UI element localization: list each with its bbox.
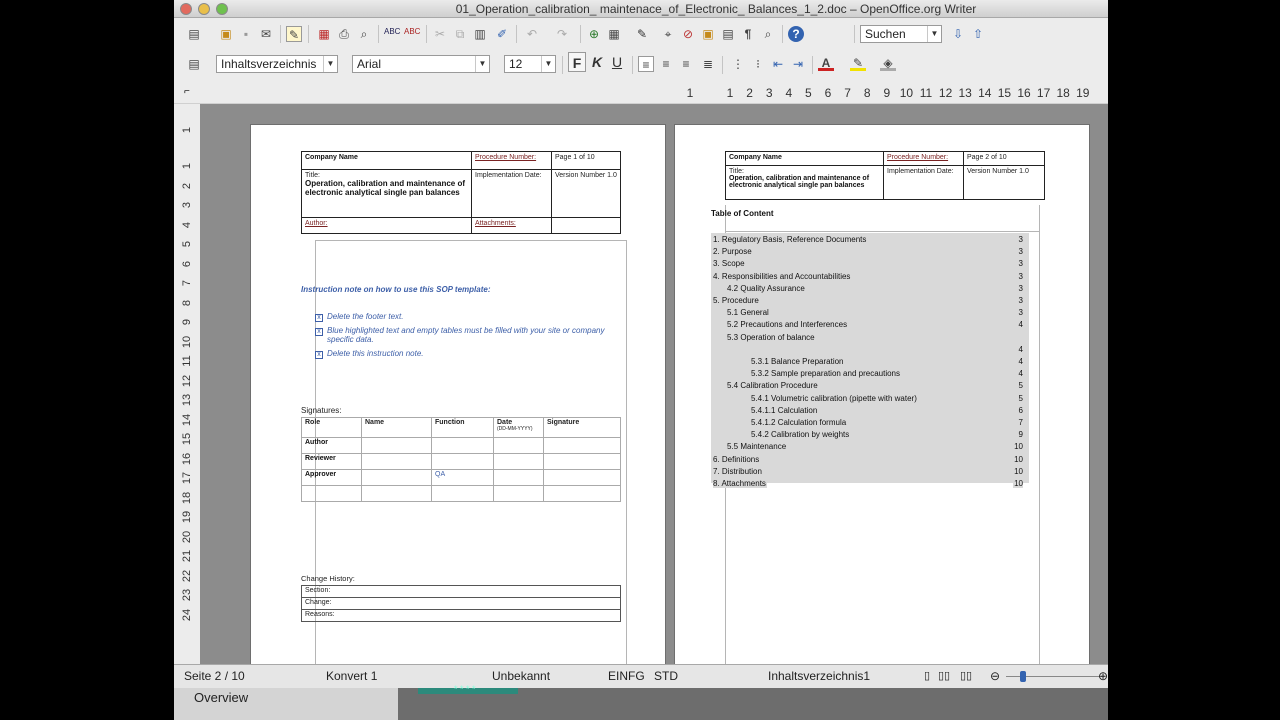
ruler-number: 8 xyxy=(863,86,871,100)
table-of-contents[interactable] xyxy=(711,233,1029,488)
writer-window xyxy=(174,0,1108,688)
cut-icon[interactable]: ✂ xyxy=(434,27,446,41)
ruler-number: 1 xyxy=(686,86,694,100)
header-table xyxy=(301,151,621,234)
chevron-down-icon[interactable]: ▼ xyxy=(927,26,941,42)
background-bar xyxy=(418,684,518,694)
toc-entry-text: 1. Regulatory Basis, Reference Documents xyxy=(713,235,867,244)
font-size-value: 12 xyxy=(509,57,523,71)
paragraph-style-value: Inhaltsverzeichnis xyxy=(221,57,317,71)
signatures-table xyxy=(301,417,621,502)
ruler-number: 3 xyxy=(181,201,193,209)
toc-entry-text: 7. Distribution xyxy=(713,466,762,476)
zoom-window-button[interactable] xyxy=(216,3,228,15)
toc-page-number: 6 xyxy=(1018,405,1023,415)
navigator-icon[interactable]: ⊘ xyxy=(682,27,694,41)
date-format: (DD-MM-YYYY) xyxy=(497,426,533,432)
italic-button[interactable]: K xyxy=(591,54,603,70)
chevron-down-icon[interactable]: ▼ xyxy=(541,56,555,72)
toc-page-number: 4 xyxy=(1018,344,1023,354)
toc-entry-text: 4. Responsibilities and Accountabilities xyxy=(713,271,851,281)
toc-page-number: 3 xyxy=(1018,235,1023,244)
autospellcheck-icon[interactable]: ABC xyxy=(404,27,421,36)
version-number: Version Number 1.0 xyxy=(552,170,621,218)
document-area[interactable] xyxy=(200,104,1108,664)
toc-page-number: 10 xyxy=(1014,442,1023,452)
instruction-heading: Instruction note on how to use this SOP template: xyxy=(301,285,491,294)
toc-entry-text: 5.3.2 Sample preparation and precautions xyxy=(751,369,900,379)
toc-entry[interactable] xyxy=(711,430,1023,439)
background-window xyxy=(174,684,1108,720)
toc-leader xyxy=(713,252,1015,253)
col-header: Date (DD-MM-YYYY) xyxy=(494,418,544,438)
toc-page-number: 9 xyxy=(1018,430,1023,440)
table-row: Reviewer xyxy=(302,454,621,470)
ruler-number: 14 xyxy=(978,86,992,100)
ruler-number: 5 xyxy=(181,240,193,248)
ruler-number: 9 xyxy=(181,318,193,326)
ruler-number: 16 xyxy=(1017,86,1031,100)
font-size-select[interactable] xyxy=(504,55,556,73)
toc-entry[interactable] xyxy=(711,406,1023,415)
font-name-value: Arial xyxy=(357,57,382,71)
ruler-number: 24 xyxy=(181,608,193,621)
doc-title: Operation, calibration and maintenance of electronic analytical single pan balances xyxy=(305,179,466,197)
paragraph-style-status: Inhaltsverzeichnis1 xyxy=(768,669,871,683)
toc-entry-text: 5.5 Maintenance xyxy=(727,442,787,452)
justify-icon[interactable]: ≣ xyxy=(702,57,714,71)
ruler-number: 7 xyxy=(181,279,193,287)
ruler-number: 4 xyxy=(785,86,793,100)
ruler-number: 1 xyxy=(726,86,734,100)
gallery-icon[interactable]: ▣ xyxy=(702,27,714,41)
toc-entry[interactable] xyxy=(711,394,1023,403)
toc-entry[interactable] xyxy=(711,467,1023,476)
ruler-number: 13 xyxy=(958,86,972,100)
ruler-number: 8 xyxy=(181,299,193,306)
toc-page-number: 10 xyxy=(1014,466,1023,476)
table-row: Change: xyxy=(302,598,621,610)
toc-entry-text: 5.3 Operation of balance xyxy=(727,332,815,342)
redo-icon[interactable]: ↷ xyxy=(556,27,568,41)
table-row: Reasons: xyxy=(302,610,621,622)
toc-page-number: 4 xyxy=(1018,369,1023,379)
change-history-table xyxy=(301,585,621,622)
language-indicator[interactable]: Unbekannt xyxy=(492,669,551,683)
spellcheck-icon[interactable]: ABC xyxy=(384,27,401,36)
table-icon[interactable]: ▦ xyxy=(608,27,620,41)
toc-entry[interactable] xyxy=(711,357,1023,366)
edit-file-icon[interactable]: ✎ xyxy=(286,26,302,42)
ruler-number: 21 xyxy=(181,549,193,563)
background-dots: * * * * xyxy=(454,684,476,694)
toc-leader xyxy=(727,313,1015,314)
multi-page-view-icon[interactable]: ▯▯ xyxy=(938,670,951,682)
single-page-view-icon[interactable]: ▯ xyxy=(924,670,931,682)
bullets-icon[interactable]: ⁝ xyxy=(756,57,760,71)
text-boundary xyxy=(1039,205,1040,664)
author-label: Author: xyxy=(305,220,328,227)
toc-entry[interactable] xyxy=(711,369,1023,378)
search-field[interactable] xyxy=(860,25,942,43)
nonprinting-chars-icon[interactable]: ¶ xyxy=(744,27,752,41)
col-header: Signature xyxy=(544,418,621,438)
toc-entry-text: 5.4.2 Calibration by weights xyxy=(751,430,850,440)
find-down-icon[interactable]: ⇩ xyxy=(952,27,964,41)
ruler-number: 17 xyxy=(181,471,193,485)
ruler-number: 10 xyxy=(899,86,914,100)
ruler-number: 15 xyxy=(181,432,193,446)
minimize-window-button[interactable] xyxy=(198,3,210,15)
table-row: Section: xyxy=(302,586,621,598)
horizontal-ruler[interactable] xyxy=(174,82,1108,104)
col-header: Role xyxy=(302,418,362,438)
align-left-icon[interactable]: ≡ xyxy=(638,56,654,72)
toc-entry-text: 3. Scope xyxy=(713,259,745,269)
toc-entry[interactable] xyxy=(711,442,1023,451)
zoom-slider-thumb[interactable] xyxy=(1020,671,1026,682)
hyperlink-icon[interactable]: ⊕ xyxy=(588,27,600,41)
zoom-in-icon[interactable]: ⊕ xyxy=(1098,669,1108,683)
datasources-icon[interactable]: ▤ xyxy=(722,27,734,41)
ruler-number: 23 xyxy=(181,588,193,602)
align-center-icon[interactable]: ≡ xyxy=(662,57,670,71)
zoom-out-icon[interactable]: ⊖ xyxy=(990,669,1001,683)
help-icon[interactable]: ? xyxy=(788,26,804,42)
change-history-label: Change History: xyxy=(301,574,355,583)
header-table xyxy=(725,151,1045,200)
email-icon[interactable]: ✉ xyxy=(260,27,272,41)
table-row: Author xyxy=(302,438,621,454)
ruler-number: 16 xyxy=(181,452,193,465)
status-bar xyxy=(174,664,1108,688)
chevron-down-icon[interactable]: ▼ xyxy=(323,56,337,72)
toc-entry[interactable] xyxy=(711,296,1023,305)
ruler-number: 3 xyxy=(765,86,773,100)
undo-icon[interactable]: ↶ xyxy=(526,27,538,41)
implementation-date: Implementation Date: xyxy=(472,170,552,218)
paragraph-style-select[interactable] xyxy=(216,55,338,73)
insert-mode[interactable]: EINFG xyxy=(608,669,645,683)
toc-entry-text: 5.4.1.2 Calculation formula xyxy=(751,418,847,427)
company-name: Company Name xyxy=(726,152,884,166)
signatures-label: Signatures: xyxy=(301,406,342,415)
toc-entry[interactable] xyxy=(711,455,1023,464)
toc-entry[interactable] xyxy=(711,308,1023,317)
ruler-number: 19 xyxy=(1076,86,1090,100)
checkbox-icon[interactable]: x xyxy=(315,351,323,359)
toc-entry-text: 5.4.1 Volumetric calibration (pipette with water) xyxy=(751,393,917,403)
toc-entry[interactable] xyxy=(711,418,1023,427)
paste-icon[interactable]: ▥ xyxy=(474,27,486,41)
ruler-number: 11 xyxy=(181,355,193,367)
toc-leader xyxy=(751,350,1015,351)
toc-entry[interactable] xyxy=(711,259,1023,268)
ruler-number: 2 xyxy=(181,182,193,189)
toc-entry-text: 5.2 Precautions and Interferences xyxy=(727,320,848,330)
font-name-select[interactable] xyxy=(352,55,490,73)
numbering-icon[interactable]: ⋮ xyxy=(732,57,744,71)
toc-entry[interactable] xyxy=(711,247,1023,256)
search-value: Suchen xyxy=(865,27,906,41)
window-title: 01_Operation_calibration_ maintenace_of_Electronic_ Balances_1_2.doc – OpenOffice.org Writer xyxy=(455,2,977,16)
table-row xyxy=(302,486,621,502)
vertical-ruler[interactable] xyxy=(174,104,200,664)
toc-page-number: 10 xyxy=(1014,454,1023,464)
ruler-number: 6 xyxy=(824,86,832,100)
ruler-number: 10 xyxy=(181,335,193,348)
toc-entry-text: 5.1 General xyxy=(727,308,769,318)
underline-button[interactable]: U xyxy=(611,54,623,70)
page-count: Page 1 of 10 xyxy=(552,152,621,170)
toc-entry[interactable] xyxy=(711,320,1023,329)
toc-entry-text: 5. Procedure xyxy=(713,296,759,305)
page-count: Page 2 of 10 xyxy=(964,152,1045,166)
toc-entry[interactable] xyxy=(711,345,1023,354)
ruler-number: 13 xyxy=(181,393,193,407)
doc-title: Operation, calibration and maintenance of electronic analytical single pan balances xyxy=(729,175,870,189)
text-boundary xyxy=(626,240,627,664)
draw-icon[interactable]: ✎ xyxy=(636,27,648,41)
toc-entry-text: 2. Purpose xyxy=(713,247,752,257)
title-label: Title: xyxy=(305,172,320,179)
copy-icon[interactable]: ⧉ xyxy=(455,27,465,41)
styles-icon[interactable]: ▤ xyxy=(188,57,200,71)
toc-title: Table of Content xyxy=(711,209,774,218)
checkbox-icon[interactable]: x xyxy=(315,314,323,322)
ruler-number: 11 xyxy=(919,86,933,100)
instruction-item: Delete the footer text. xyxy=(327,312,404,321)
text-boundary xyxy=(315,240,626,241)
ruler-number: 15 xyxy=(997,86,1012,100)
toc-entry-text: 6. Definitions xyxy=(713,454,760,464)
ruler-number: 17 xyxy=(1036,86,1051,100)
table-row: Approver QA xyxy=(302,470,621,486)
new-icon[interactable]: ▤ xyxy=(188,27,200,41)
selection-mode[interactable]: STD xyxy=(654,669,678,683)
book-view-icon[interactable]: ▯▯ xyxy=(960,670,973,682)
instruction-item: Blue highlighted text and empty tables must be filled with your site or company specific data. xyxy=(327,326,605,344)
bold-button[interactable]: F xyxy=(568,52,586,72)
checkbox-icon[interactable]: x xyxy=(315,328,323,336)
toc-page-number: 4 xyxy=(1018,357,1023,366)
background-color-icon[interactable]: ◈ xyxy=(880,55,896,71)
close-window-button[interactable] xyxy=(180,3,192,15)
toc-entry-text: 5.4 Calibration Procedure xyxy=(727,381,818,391)
procedure-number: Procedure Number: xyxy=(887,154,949,161)
toc-entry[interactable] xyxy=(711,479,1023,488)
chevron-down-icon[interactable]: ▼ xyxy=(475,56,489,72)
toc-entry-text: 5.3.1 Balance Preparation xyxy=(751,357,844,366)
toc-page-number: 7 xyxy=(1018,418,1023,427)
procedure-number: Procedure Number: xyxy=(475,154,537,161)
decrease-indent-icon[interactable]: ⇤ xyxy=(772,57,784,71)
toc-page-number: 3 xyxy=(1018,247,1023,257)
toc-entry[interactable] xyxy=(711,235,1023,244)
toc-page-number: 3 xyxy=(1018,308,1023,318)
zoom-icon[interactable]: ⌕ xyxy=(764,27,772,41)
implementation-date: Implementation Date: xyxy=(884,166,964,200)
font-color-icon[interactable]: A xyxy=(818,55,834,71)
company-name: Company Name xyxy=(302,152,472,170)
ruler-number: 12 xyxy=(938,86,953,100)
toc-page-number: 10 xyxy=(1014,479,1023,488)
increase-indent-icon[interactable]: ⇥ xyxy=(792,57,804,71)
toc-entry[interactable] xyxy=(711,284,1023,293)
ruler-number: 4 xyxy=(181,221,193,228)
formatting-toolbar xyxy=(174,50,1108,80)
tab-stop-icon[interactable]: ⌐ xyxy=(184,86,190,97)
page-indicator[interactable]: Seite 2 / 10 xyxy=(184,669,245,683)
toc-entry[interactable] xyxy=(711,333,1023,342)
ruler-number: 14 xyxy=(181,413,193,426)
toc-page-number: 3 xyxy=(1018,283,1023,293)
export-pdf-icon[interactable]: ▦ xyxy=(318,27,330,41)
ruler-number: 22 xyxy=(181,569,193,582)
ruler-number: 1 xyxy=(181,126,193,134)
attachments-label: Attachments: xyxy=(475,220,516,227)
find-replace-icon[interactable]: ⌖ xyxy=(664,27,672,41)
toc-leader xyxy=(713,264,1015,265)
standard-toolbar xyxy=(174,19,1108,49)
save-icon[interactable]: ▪ xyxy=(243,27,249,41)
ruler-number: 7 xyxy=(844,86,851,100)
print-preview-icon[interactable]: ⌕ xyxy=(360,27,368,41)
open-icon[interactable]: ▣ xyxy=(220,27,232,41)
instruction-item: Delete this instruction note. xyxy=(327,349,424,358)
toc-page-number: 5 xyxy=(1018,393,1023,403)
toc-page-number: 5 xyxy=(1018,381,1023,391)
ruler-number: 20 xyxy=(181,530,193,543)
background-panel xyxy=(174,688,398,720)
ruler-number: 9 xyxy=(883,86,891,100)
col-header: Name xyxy=(362,418,432,438)
page-style[interactable]: Konvert 1 xyxy=(326,669,378,683)
toc-entry-text xyxy=(751,345,752,354)
toc-entry-text: 5.4.1.1 Calculation xyxy=(751,405,818,415)
ruler-number: 1 xyxy=(181,162,193,170)
toc-page-number: 3 xyxy=(1018,296,1023,305)
ruler-number: 18 xyxy=(1056,86,1070,100)
title-label: Title: xyxy=(729,168,744,175)
toc-entry[interactable] xyxy=(711,381,1023,390)
title-bar[interactable] xyxy=(174,0,1108,18)
toc-entry-text: 8. Attachments xyxy=(713,479,766,488)
print-icon[interactable]: ⎙ xyxy=(339,27,349,41)
version-number: Version Number 1.0 xyxy=(964,166,1045,200)
toc-entry[interactable] xyxy=(711,272,1023,281)
toc-page-number: 3 xyxy=(1018,271,1023,281)
highlight-icon[interactable]: ✎ xyxy=(850,55,866,71)
overview-label[interactable]: Overview xyxy=(194,690,249,705)
format-paintbrush-icon[interactable]: ✐ xyxy=(496,27,508,41)
align-right-icon[interactable]: ≡ xyxy=(682,57,690,71)
ruler-number: 12 xyxy=(181,374,193,387)
text-boundary xyxy=(725,231,1039,232)
page-1[interactable] xyxy=(250,124,666,664)
toc-page-number: 3 xyxy=(1018,259,1023,269)
toc-entry-text: 4.2 Quality Assurance xyxy=(727,283,805,293)
ruler-number: 2 xyxy=(746,86,753,100)
page-2[interactable] xyxy=(674,124,1090,664)
ruler-number: 18 xyxy=(181,491,193,504)
toc-page-number: 4 xyxy=(1018,320,1023,330)
ruler-number: 19 xyxy=(181,510,193,524)
ruler-number: 5 xyxy=(805,86,812,100)
find-up-icon[interactable]: ⇧ xyxy=(972,27,984,41)
col-header: Function xyxy=(432,418,494,438)
ruler-number: 6 xyxy=(181,260,193,267)
